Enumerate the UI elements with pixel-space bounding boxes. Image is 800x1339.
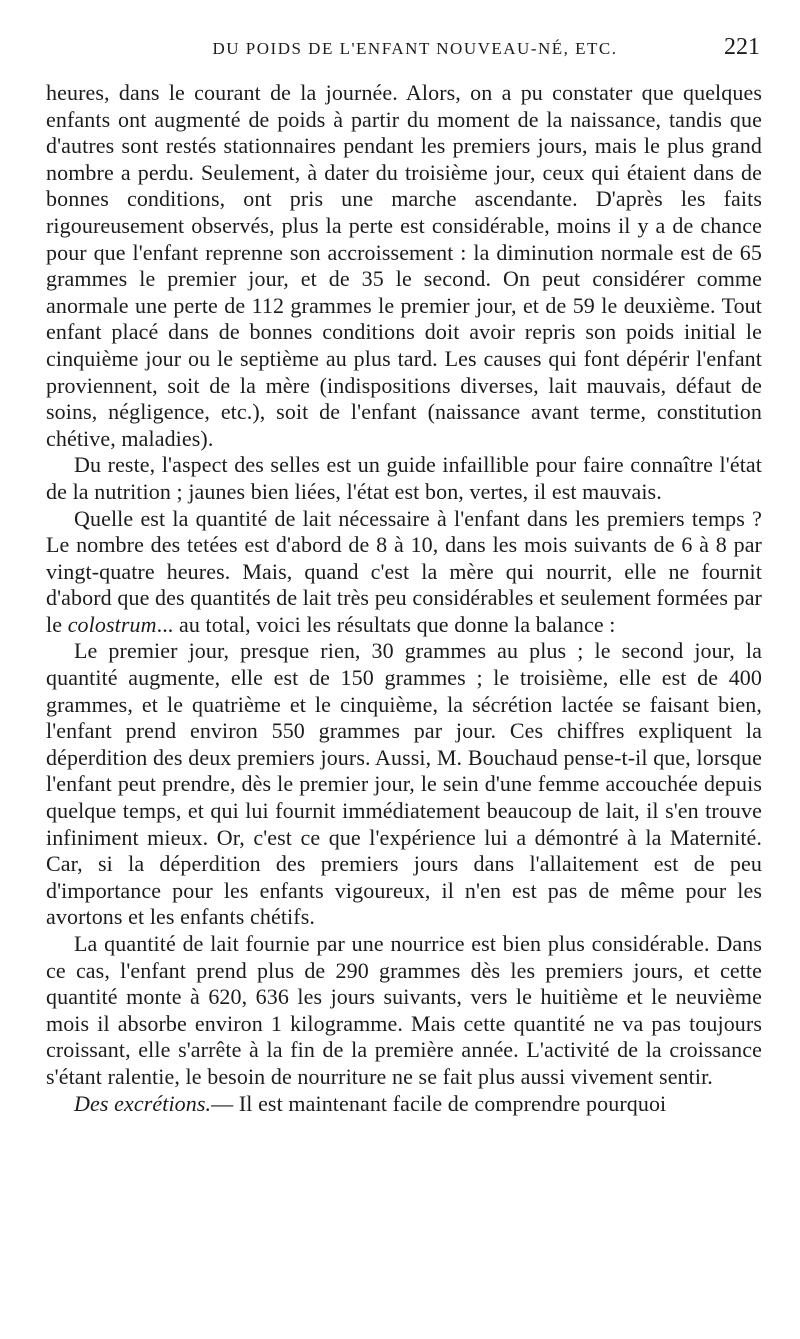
running-head — [46, 34, 762, 78]
page-number: 221 — [724, 34, 760, 60]
paragraph-1: heures, dans le courant de la journée. Alors, on a pu constater que quelques enfants ont augmenté de poids à partir du moment de la naissance, tandis que d'autres sont restés stationnaires pendant les premiers jours, mais le plus grand nombre a perdu. Seulement, à dater du troisième jour, ceux qui étaient dans de bonnes conditions, ont pris une marche ascendante. D'après les faits rigoureusement observés, plus la perte est considérable, moins il y a de chance pour que l'enfant reprenne son accroissement : la diminution normale est de 65 grammes le premier jour, et de 35 le second. On peut considérer comme anormale une perte de 112 grammes le premier jour, et de 59 le deuxième. Tout enfant placé dans de bonnes conditions doit avoir repris son poids initial le cinquième jour ou le septième au plus tard. Les causes qui font dépérir l'enfant proviennent, soit de la mère (indispositions diverses, lait mauvais, défaut de soins, négligence, etc.), soit de l'enfant (naissance avant terme, constitution chétive, maladies). — [46, 80, 762, 451]
section-heading-inline: Des excrétions. — [74, 1090, 212, 1116]
paragraph-5: La quantité de lait fournie par une nourrice est bien plus considérable. Dans ce cas, l'enfant prend plus de 290 grammes dès les premiers jours, et cette quantité monte à 620, 636 les jours suivants, vers le huitième et le neuvième mois il absorbe environ 1 kilogramme. Mais cette quantité ne va pas toujours croissant, elle s'arrête à la fin de la première année. L'activité de la croissance s'étant ralentie, le besoin de nourriture ne se fait plus aussi vivement sentir. — [46, 931, 762, 1089]
paragraph-2: Du reste, l'aspect des selles est un guide infaillible pour faire connaître l'état de la nutrition ; jaunes bien liées, l'état est bon, vertes, il est mauvais. — [46, 452, 762, 504]
italic-term: colostrum — [67, 611, 157, 637]
paragraph-6: Des excrétions.— Il est maintenant facile de comprendre pourquoi — [74, 1090, 667, 1116]
paragraph-4: Le premier jour, presque rien, 30 grammes au plus ; le second jour, la quantité augmente, elle est de 150 grammes ; le troisième, elle est de 400 grammes, et le quatrième et le cinquième, la sécrétion lactée se faisant bien, l'enfant prend environ 550 grammes par jour. Ces chiffres expliquent la déperdition des deux premiers jours. Aussi, M. Bouchaud pense-t-il que, lorsque l'enfant peut prendre, dès le premier jour, le sein d'une femme accouchée depuis quelque temps, et qui lui fournit immédiatement beaucoup de lait, il s'en trouve infiniment mieux. Or, c'est ce que l'expérience lui a démontré à la Maternité. Car, si la déperdition des premiers jours dans l'allaitement est de peu d'importance pour les enfants vigoureux, il n'en est pas de même pour les avortons et les enfants chétifs. — [46, 638, 762, 930]
body-text — [46, 80, 762, 1117]
paragraph-3: Quelle est la quantité de lait nécessaire à l'enfant dans les premiers temps ? Le nombre des tetées est d'abord de 8 à 10, dans les mois suivants de 6 à 8 par vingt-quatre heures. Mais, quand c'est la mère qui nourrit, elle ne fournit d'abord que des quantités de lait très peu considérables et seulement formées par le colostrum... au total, voici les résultats que donne la balance : — [46, 505, 762, 637]
running-title: DU POIDS DE L'ENFANT NOUVEAU-NÉ, ETC. — [212, 39, 618, 58]
